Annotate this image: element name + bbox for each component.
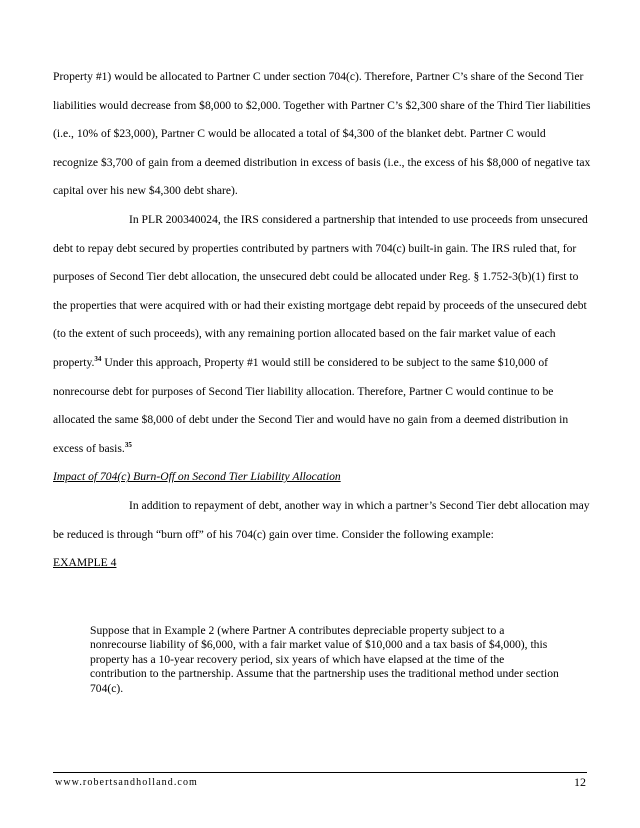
paragraph-2: [53, 206, 591, 463]
paragraph-1: Property #1) would be allocated to Partner C under section 704(c). Therefore, Partner C’s share of the Second Tier liabilities would decrease from $8,000 to $2,000. Together with Partner C’s $2,300 share of the Third Tier liabilities (i.e., 10% of $23,000), Partner C would be allocated a total of $4,300 of the blanket debt. Partner C would recognize $3,700 of gain from a deemed distribution in excess of basis (i.e., the excess of his $8,000 of negative tax capital over his new $4,300 debt share).: [53, 70, 591, 198]
footer-divider: [53, 772, 587, 773]
footnote-ref-35[interactable]: 35: [124, 440, 132, 449]
page-number: 12: [574, 775, 586, 789]
paragraph-3: In addition to repayment of debt, another way in which a partner’s Second Tier debt allocation may be reduced is through “burn off” of his 704(c) gain over time. Consider the following example:: [53, 498, 590, 541]
example-block-quote: Suppose that in Example 2 (where Partner A contributes depreciable property subject to a nonrecourse liability of $6,000, with a fair market value of $10,000 and a tax basis of $4,000), this property has a 10-year recovery period, six years of which have elapsed at the time of the contribution to the partnership. Assume that the partnership uses the traditional method under section 704(c).: [90, 624, 559, 695]
paragraph-2-text-a: In PLR 200340024, the IRS considered a partnership that intended to use proceeds from unsecured debt to repay debt secured by properties contributed by partners with 704(c) built-in gain. The IRS ruled that, for purposes of Second Tier debt allocation, the unsecured debt could be allocated under Reg. § 1.752-3(b)(1) first to the properties that were acquired with or had their existing mortgage debt repaid by proceeds of the unsecured debt (to the extent of such proceeds), with any remaining portion allocated based on the fair market value of each property.: [53, 212, 588, 369]
footer-url[interactable]: www.robertsandholland.com: [55, 777, 198, 788]
example-heading: EXAMPLE 4: [53, 556, 117, 570]
main-text: [53, 63, 591, 578]
paragraph-2-text-b: Under this approach, Property #1 would still be considered to be subject to the same $10,000 of nonrecourse debt for purposes of Second Tier liability allocation. Therefore, Partner C would continue to be allocated the same $8,000 of debt under the Second Tier and would have no gain from a deemed distribution in excess of basis.: [53, 355, 569, 455]
footnote-ref-34[interactable]: 34: [94, 354, 102, 363]
section-heading: Impact of 704(c) Burn-Off on Second Tier Liability Allocation: [53, 470, 341, 484]
